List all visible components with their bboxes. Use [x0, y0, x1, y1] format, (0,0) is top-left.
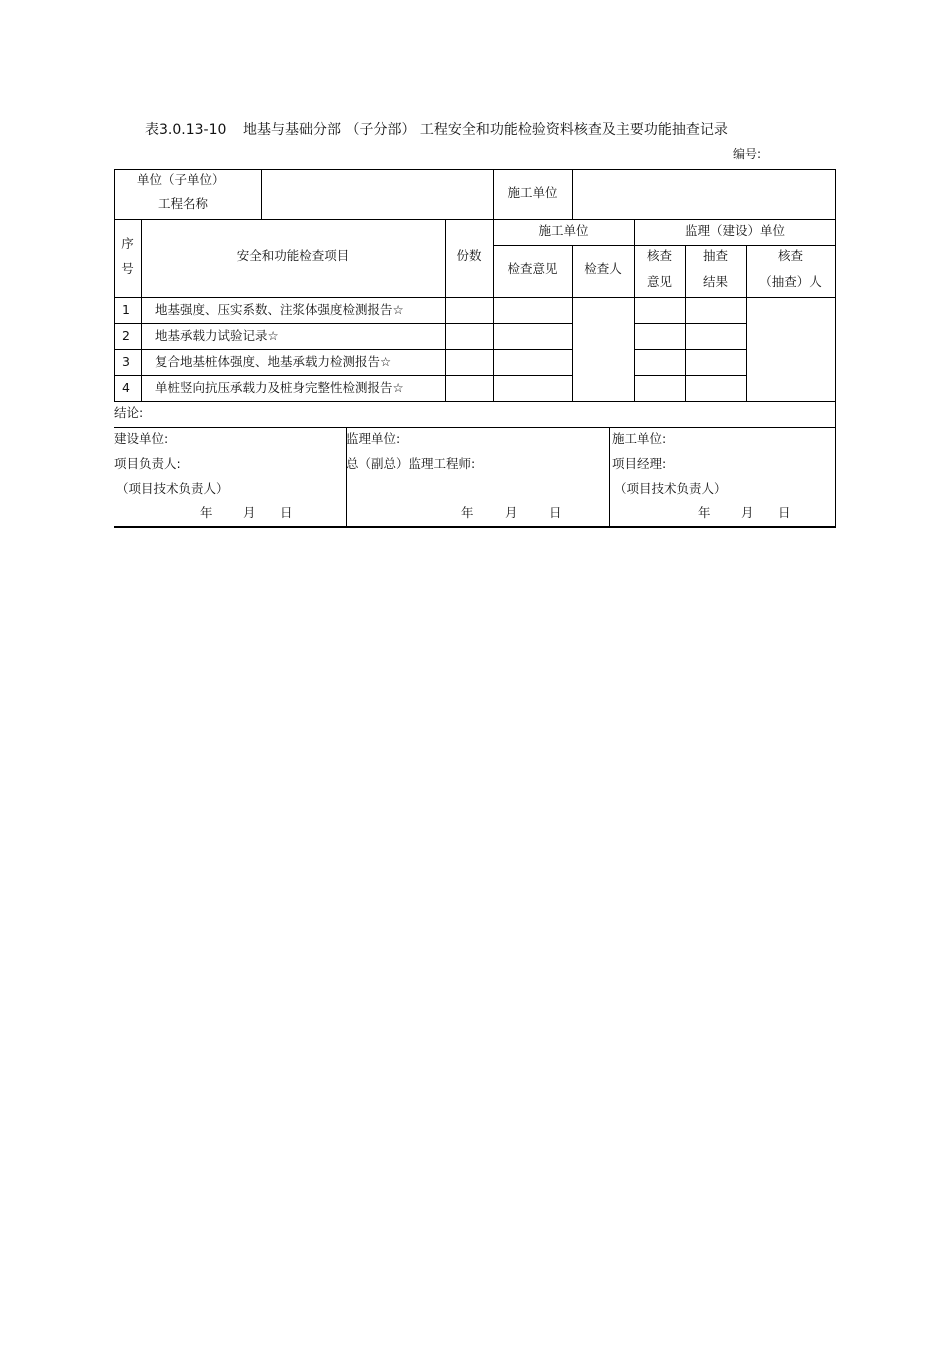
contractor-year: 年 [698, 505, 711, 520]
rule-after-rows [114, 401, 836, 402]
inspector-header: 检查人 [584, 261, 622, 276]
rule-row-2 [114, 349, 572, 350]
row-1-item: 地基强度、压实系数、注浆体强度检测报告☆ [155, 302, 404, 317]
supervision-unit-label: 监理单位: [346, 431, 401, 446]
rule-row-3b [634, 375, 746, 376]
unit-label-line2: 工程名称 [158, 196, 209, 211]
rule-after-conclusion [114, 427, 836, 428]
verify-opinion-header-line2: 意见 [646, 274, 672, 289]
owner-month: 月 [243, 505, 256, 520]
owner-tech-label: （项目技术负责人） [116, 481, 229, 496]
rule-top [114, 169, 836, 170]
contractor-person-label: 项目经理: [612, 456, 667, 471]
owner-day: 日 [280, 505, 293, 520]
seq-header-line2: 号 [121, 261, 134, 276]
spot-result-header-line2: 结果 [702, 274, 728, 289]
rule-row-1 [114, 323, 572, 324]
rule-after-project-row [114, 219, 836, 220]
check-opinion-header: 检查意见 [507, 261, 558, 276]
row-3-no: 3 [122, 354, 130, 369]
construction-unit-label: 施工单位 [507, 185, 558, 200]
construction-group-header: 施工单位 [538, 223, 589, 238]
seq-header-line1: 序 [121, 236, 134, 251]
owner-person-label: 项目负责人: [114, 456, 181, 471]
rule-row-1b [634, 323, 746, 324]
inspection-record-table [114, 169, 836, 528]
contractor-month: 月 [741, 505, 754, 520]
rule-right [835, 169, 836, 528]
row-3-item: 复合地基桩体强度、地基承载力检测报告☆ [155, 354, 392, 369]
row-4-item: 单桩竖向抗压承载力及桩身完整性检测报告☆ [155, 380, 404, 395]
rule-spot [746, 245, 747, 401]
contractor-unit-label: 施工单位: [612, 431, 667, 446]
unit-label-line1: 单位（子单位） [137, 172, 225, 187]
supervision-person-label: 总（副总）监理工程师: [346, 456, 476, 471]
row-2-item: 地基承载力试验记录☆ [155, 328, 279, 343]
rule-item [445, 219, 446, 401]
owner-year: 年 [200, 505, 213, 520]
row-1-no: 1 [122, 302, 130, 317]
rule-copies [493, 169, 494, 401]
rule-bottom [114, 526, 836, 528]
owner-unit-label: 建设单位: [114, 431, 169, 446]
table-code: 表3.0.13-10 [145, 122, 227, 138]
row-4-no: 4 [122, 380, 130, 395]
verifier-header-line2: （抽查）人 [759, 274, 822, 289]
contractor-tech-label: （项目技术负责人） [614, 481, 727, 496]
rule-construction-label [572, 169, 573, 219]
row-2-no: 2 [122, 328, 130, 343]
rule-group-header [493, 245, 836, 246]
rule-row-3 [114, 375, 572, 376]
copies-header: 份数 [456, 248, 482, 263]
serial-number-label: 编号: [733, 147, 762, 161]
rule-row-2b [634, 349, 746, 350]
contractor-day: 日 [778, 505, 791, 520]
check-item-header: 安全和功能检查项目 [236, 248, 350, 263]
spot-result-header-line1: 抽查 [702, 248, 728, 263]
verify-opinion-header-line1: 核查 [646, 248, 672, 263]
rule-inspector [634, 219, 635, 401]
rule-unit-label [261, 169, 262, 219]
rule-after-header [114, 297, 836, 298]
supervision-group-header: 监理（建设）单位 [684, 223, 785, 238]
conclusion-label: 结论: [114, 405, 144, 420]
supervision-year: 年 [461, 505, 474, 520]
rule-seq [141, 219, 142, 401]
rule-verify [685, 245, 686, 401]
verifier-header-line1: 核查 [777, 248, 803, 263]
table-title: 地基与基础分部 （子分部） 工程安全和功能检验资料核查及主要功能抽查记录 [243, 122, 728, 138]
rule-sign-2 [609, 427, 610, 527]
supervision-month: 月 [505, 505, 518, 520]
supervision-day: 日 [549, 505, 562, 520]
